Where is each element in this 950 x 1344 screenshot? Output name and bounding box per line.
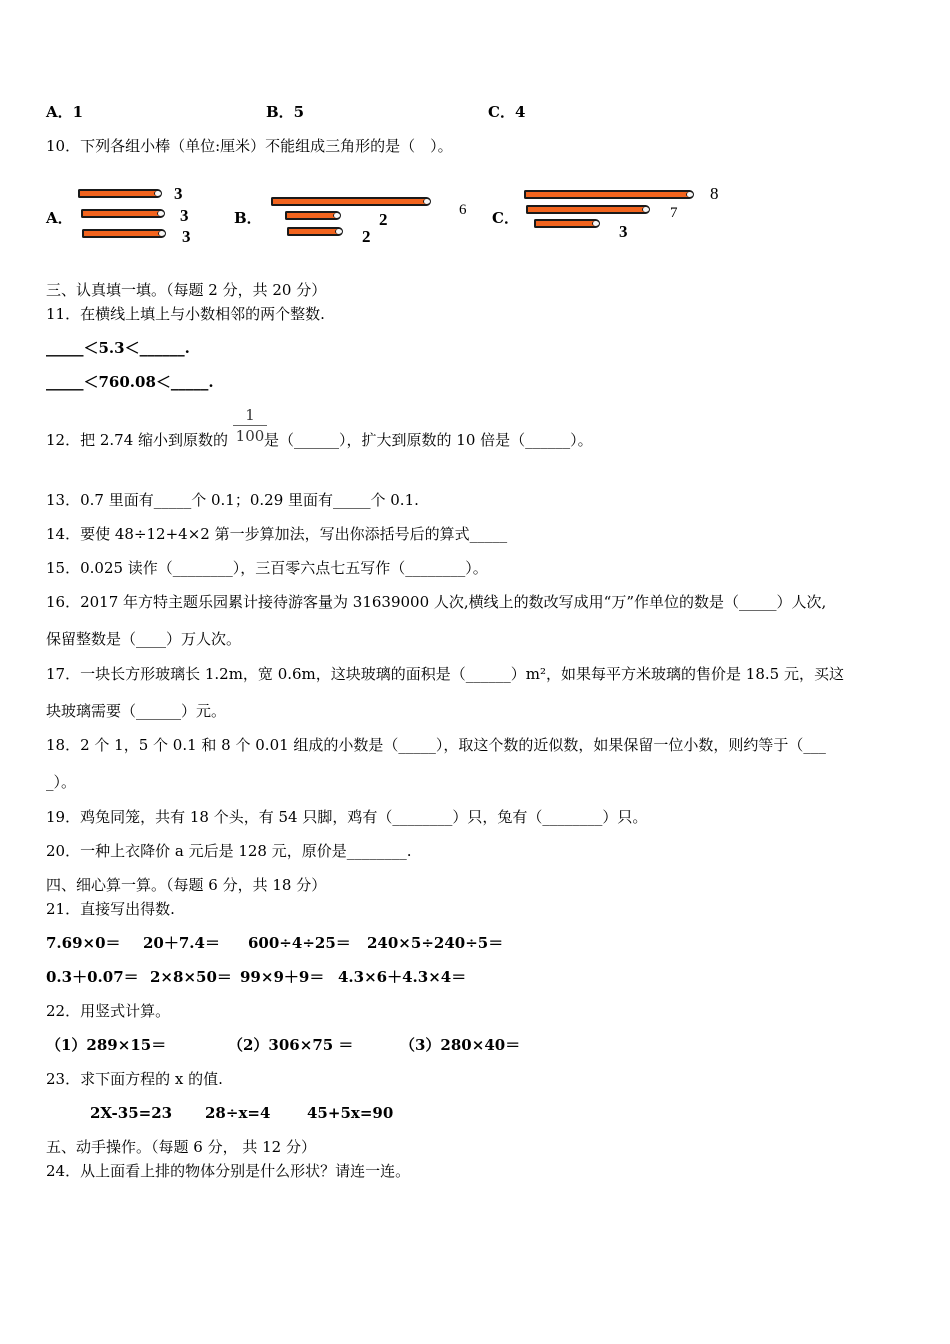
question-11: 11．在横线上填上与小数相邻的两个整数.: [46, 305, 325, 323]
question-12-suffix: 是（______），扩大到原数的 10 倍是（______）。: [264, 431, 593, 449]
question-12-prefix: 12．把 2.74 缩小到原数的: [46, 431, 229, 449]
rod: [526, 205, 650, 214]
calc-item: 0.3＋0.07＝: [46, 968, 139, 986]
rod-option-a-label: A．: [46, 209, 73, 227]
calc-item: 7.69×0＝: [46, 934, 121, 952]
rod: [81, 209, 165, 218]
rod-length: 2: [362, 227, 371, 246]
question-16-line-1: 16．2017 年方特主题乐园累计接待游客量为 31639000 人次,横线上的数改写成用“万”作单位的数是（_____）人次,: [46, 593, 827, 611]
question-17-line-2: 块玻璃需要（______）元。: [46, 702, 227, 720]
rod-length: 3: [182, 227, 191, 246]
rod-option-b-label: B．: [234, 209, 262, 227]
question-11-line-1: _____＜5.3＜______.: [46, 339, 190, 357]
question-11-line-2: _____＜760.08＜_____.: [46, 373, 214, 391]
question-24: 24．从上面看上排的物体分别是什么形状？请连一连。: [46, 1162, 411, 1180]
calc-item: 2×8×50＝: [150, 968, 232, 986]
vertical-calc-item: （3）280×40＝: [400, 1036, 521, 1054]
question-14: 14．要使 48÷12+4×2 第一步算加法，写出你添括号后的算式_____: [46, 525, 508, 543]
calc-item: 240×5÷240÷5＝: [367, 934, 504, 952]
question-23: 23．求下面方程的 x 的值.: [46, 1070, 223, 1088]
question-20: 20．一种上衣降价 a 元后是 128 元，原价是________.: [46, 842, 412, 860]
section-4-heading: 四、细心算一算。（每题 6 分，共 18 分）: [46, 876, 327, 894]
rod-length: 3: [180, 206, 189, 225]
rod: [82, 229, 166, 238]
question-21: 21．直接写出得数.: [46, 900, 175, 918]
section-5-heading: 五、动手操作。（每题 6 分， 共 12 分）: [46, 1138, 316, 1156]
option-b: B．5: [266, 103, 305, 121]
question-17-line-1: 17．一块长方形玻璃长 1.2m，宽 0.6m，这块玻璃的面积是（______）m²，如果每平方米玻璃的售价是 18.5 元，买这: [46, 665, 844, 683]
rod-length: 3: [174, 184, 183, 203]
calc-item: 20＋7.4＝: [143, 934, 220, 952]
question-10: 10．下列各组小棒（单位:厘米）不能组成三角形的是（ ）。: [46, 137, 453, 155]
question-18-line-2: _）。: [46, 773, 77, 791]
calc-item: 600÷4÷25＝: [248, 934, 351, 952]
option-a: A．1: [46, 103, 84, 121]
fraction-numerator: 1: [245, 406, 255, 424]
rod-length: 6: [459, 202, 467, 218]
rod-length: 8: [710, 184, 719, 203]
calc-item: 99×9＋9＝: [240, 968, 325, 986]
section-3-heading: 三、认真填一填。（每题 2 分，共 20 分）: [46, 281, 327, 299]
rod: [271, 197, 431, 206]
equation-item: 2X-35=23: [90, 1104, 173, 1122]
fraction-denominator: 100: [235, 427, 265, 445]
rod: [287, 227, 343, 236]
option-c: C．4: [488, 103, 526, 121]
calc-item: 4.3×6＋4.3×4＝: [338, 968, 467, 986]
question-13: 13．0.7 里面有_____个 0.1；0.29 里面有_____个 0.1.: [46, 491, 419, 509]
vertical-calc-item: （2）306×75 ＝: [228, 1036, 354, 1054]
rod: [78, 189, 162, 198]
question-18-line-1: 18．2 个 1，5 个 0.1 和 8 个 0.01 组成的小数是（_____），取这个数的近似数，如果保留一位小数，则约等于（___: [46, 736, 826, 754]
rod-length: 7: [670, 205, 678, 221]
question-22: 22．用竖式计算。: [46, 1002, 171, 1020]
equation-item: 45+5x=90: [307, 1104, 394, 1122]
question-15: 15．0.025 读作（________），三百零六点七五写作（________）。: [46, 559, 488, 577]
equation-item: 28÷x=4: [205, 1104, 271, 1122]
fraction-one-hundredth: [233, 406, 267, 445]
question-19: 19．鸡兔同笼，共有 18 个头，有 54 只脚，鸡有（________）只，兔有（________）只。: [46, 808, 648, 826]
question-16-line-2: 保留整数是（____）万人次。: [46, 630, 242, 648]
rod-length: 3: [619, 222, 628, 241]
question-12: [46, 430, 593, 450]
vertical-calc-item: （1）289×15＝: [46, 1036, 167, 1054]
rod-option-c-label: C．: [492, 209, 519, 227]
rod: [534, 219, 600, 228]
rod: [285, 211, 341, 220]
rod: [524, 190, 694, 199]
fraction-bar: [233, 425, 267, 426]
rod-length: 2: [379, 210, 388, 229]
